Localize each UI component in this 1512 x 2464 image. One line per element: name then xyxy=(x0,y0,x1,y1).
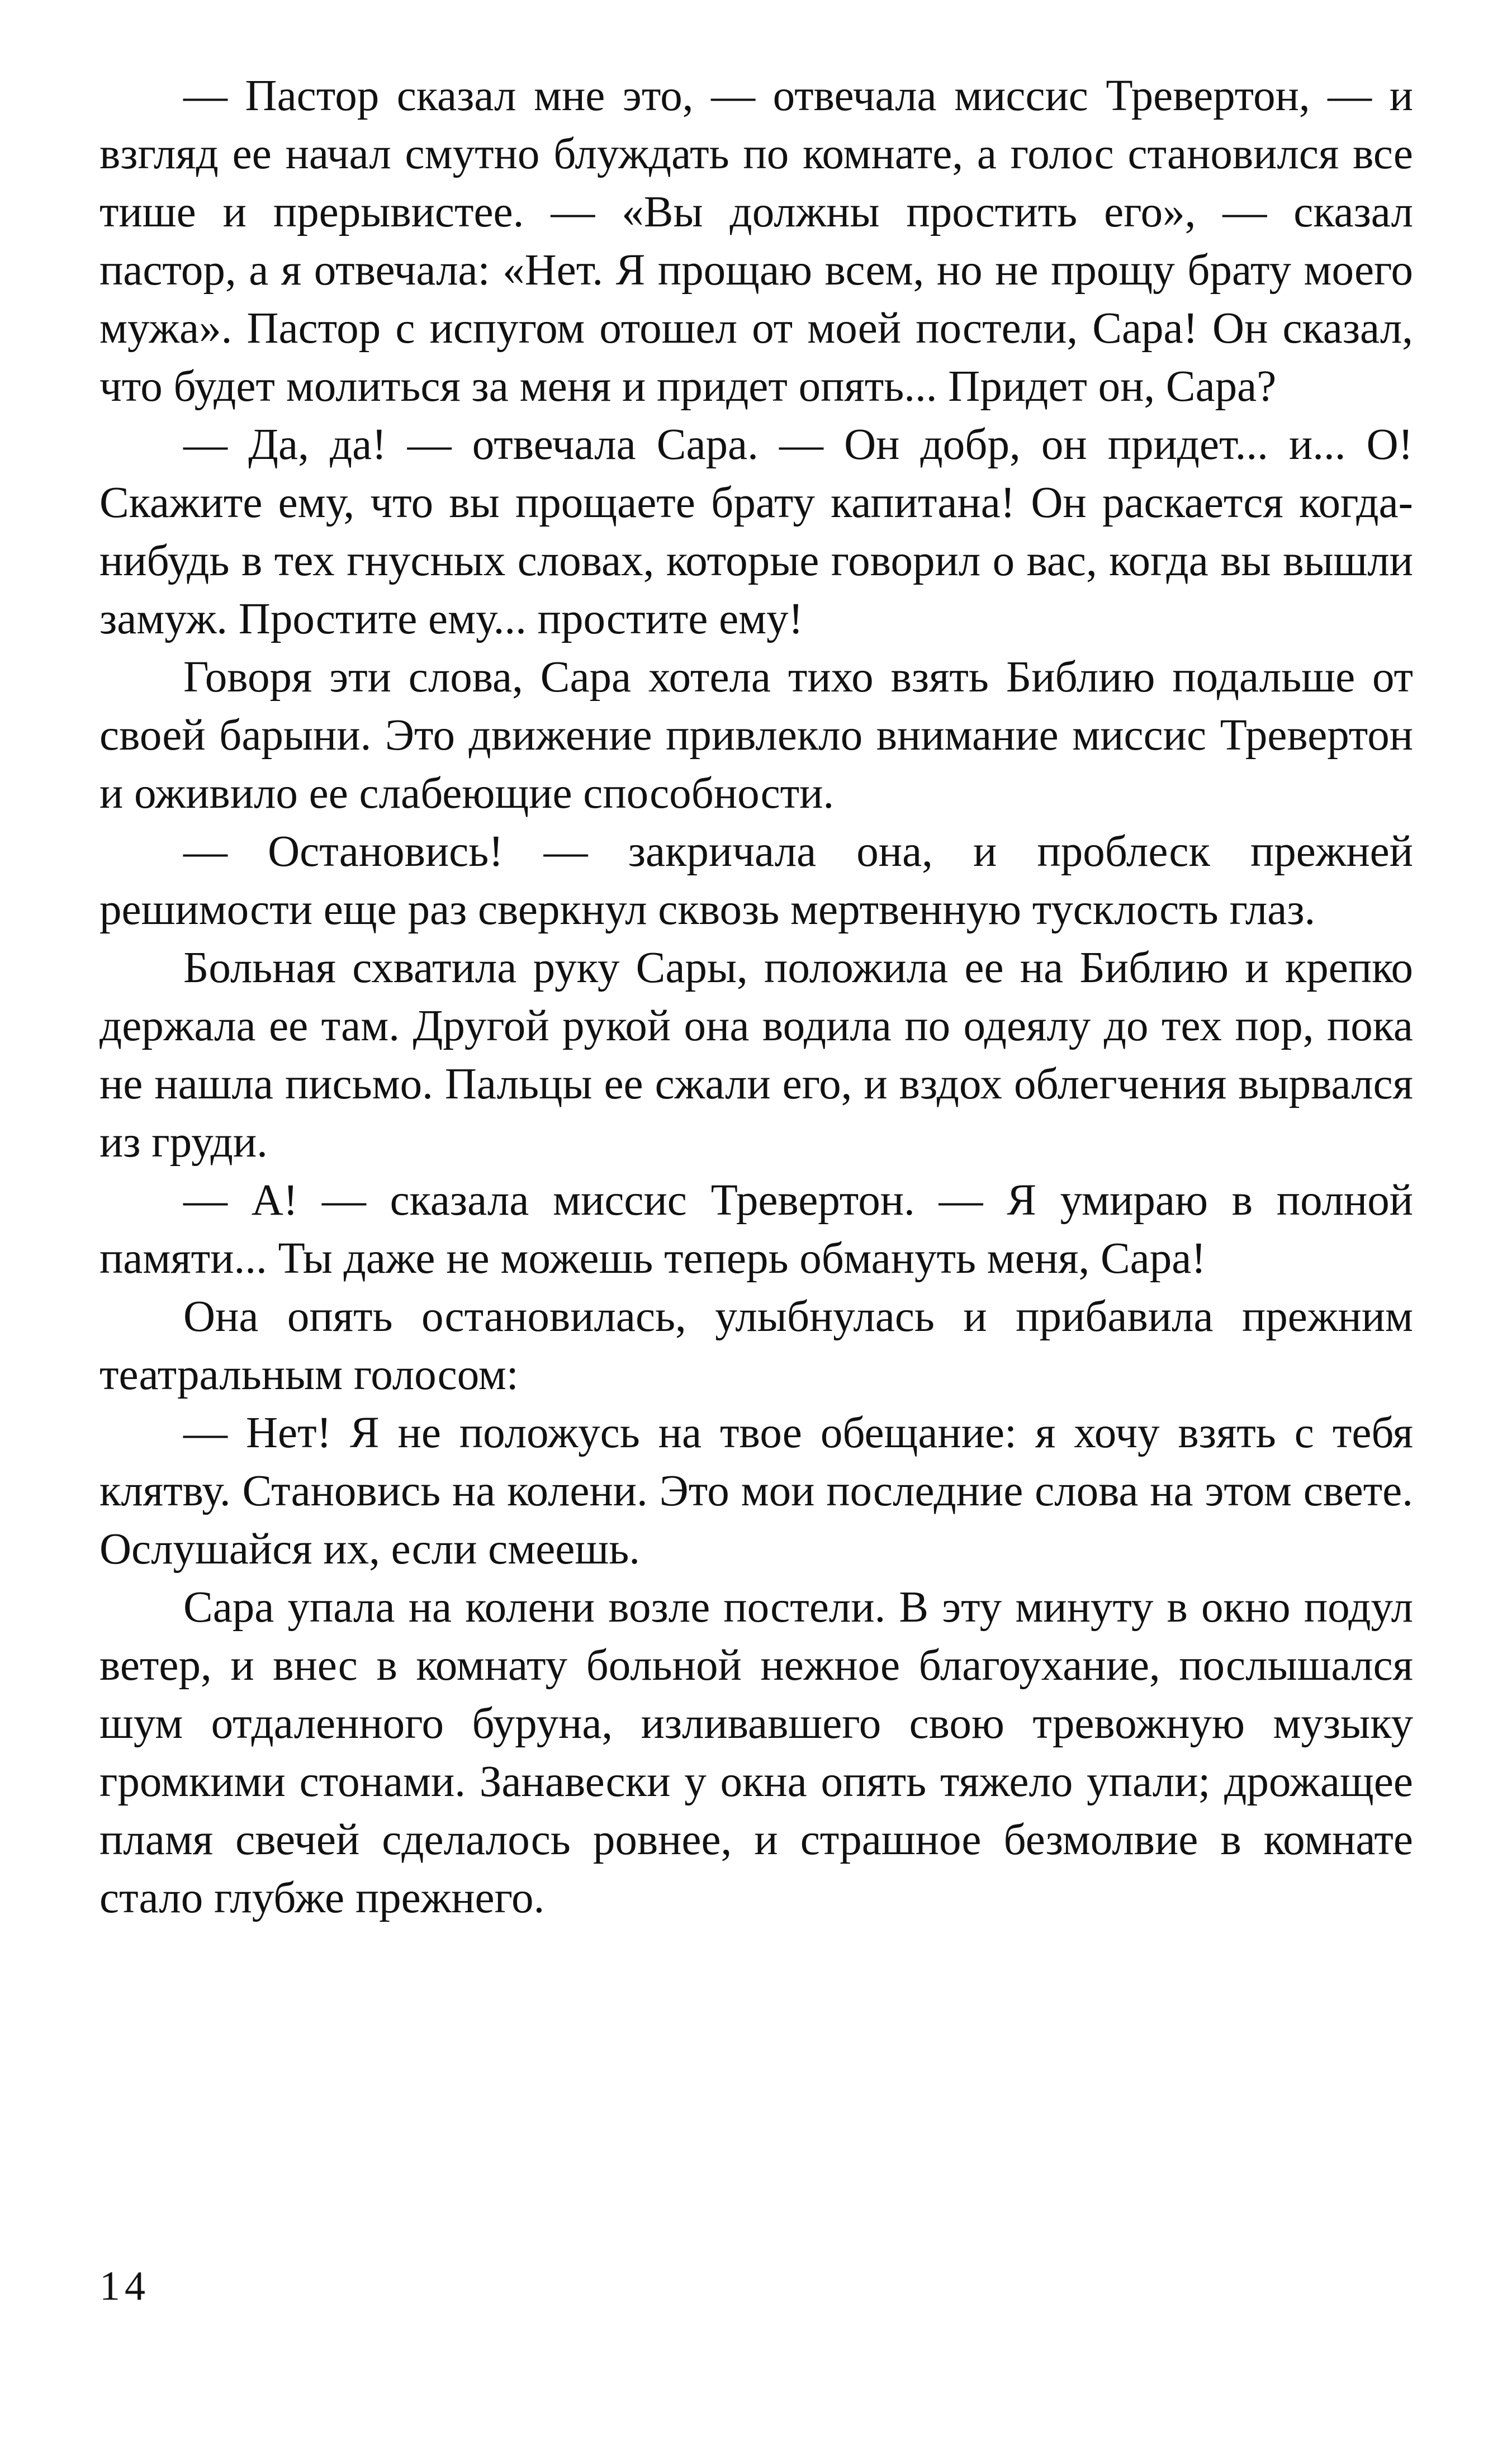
paragraph-9: Сара упала на колени возле постели. В эту минуту в окно подул ветер, и внес в комнату больной нежное благоухание, послышался шум отдаленного буруна, изливавшего свою тревожную музыку громкими стонами. Занавески у окна опять тяжело упали; дрожащее пламя свечей сделалось ровнее, и страшное безмолвие в комнате стало глубже прежнего. xyxy=(99,1583,1413,1922)
paragraph-4: — Остановись! — закричала она, и проблеск прежней решимости еще раз сверкнул сквозь мертвенную тусклость глаз. xyxy=(99,827,1413,934)
paragraph-6: — А! — сказала миссис Тревертон. — Я умираю в полной памяти... Ты даже не можешь теперь обмануть меня, Сара! xyxy=(99,1176,1413,1283)
paragraph-5: Больная схватила руку Сары, положила ее на Библию и крепко держала ее там. Другой рукой она водила по одеялу до тех пор, пока не нашла письмо. Пальцы ее сжали его, и вздох облегчения вырвался из груди. xyxy=(99,944,1413,1167)
paragraph-1: — Пастор сказал мне это, — отвечала миссис Тревертон, — и взгляд ее начал смутно блуждать по комнате, а голос становился все тише и прерывистее. — «Вы должны простить его», — сказал пастор, а я отвечала: «Нет. Я прощаю всем, но не прощу брату моего мужа». Пастор с испугом отошел от моей постели, Сара! Он сказал, что будет молиться за меня и придет опять... Придет он, Сара? xyxy=(99,72,1413,411)
paragraph-2: — Да, да! — отвечала Сара. — Он добр, он придет... и... О! Скажите ему, что вы прощаете брату капитана! Он раскается когда-нибудь в тех гнусных словах, которые говорил о вас, когда вы вышли замуж. Простите ему... простите ему! xyxy=(99,420,1413,643)
page-number: 14 xyxy=(99,2263,150,2309)
paragraph-8: — Нет! Я не положусь на твое обещание: я хочу взять с тебя клятву. Становись на колени. Это мои последние слова на этом свете. Ослушайся их, если смеешь. xyxy=(99,1409,1413,1574)
body-text xyxy=(99,67,1413,1927)
paragraph-7: Она опять остановилась, улыбнулась и прибавила прежним театральным голосом: xyxy=(99,1292,1413,1399)
paragraph-3: Говоря эти слова, Сара хотела тихо взять Библию подальше от своей барыни. Это движение привлекло внимание миссис Тревертон и оживило ее слабеющие способности. xyxy=(99,653,1413,818)
